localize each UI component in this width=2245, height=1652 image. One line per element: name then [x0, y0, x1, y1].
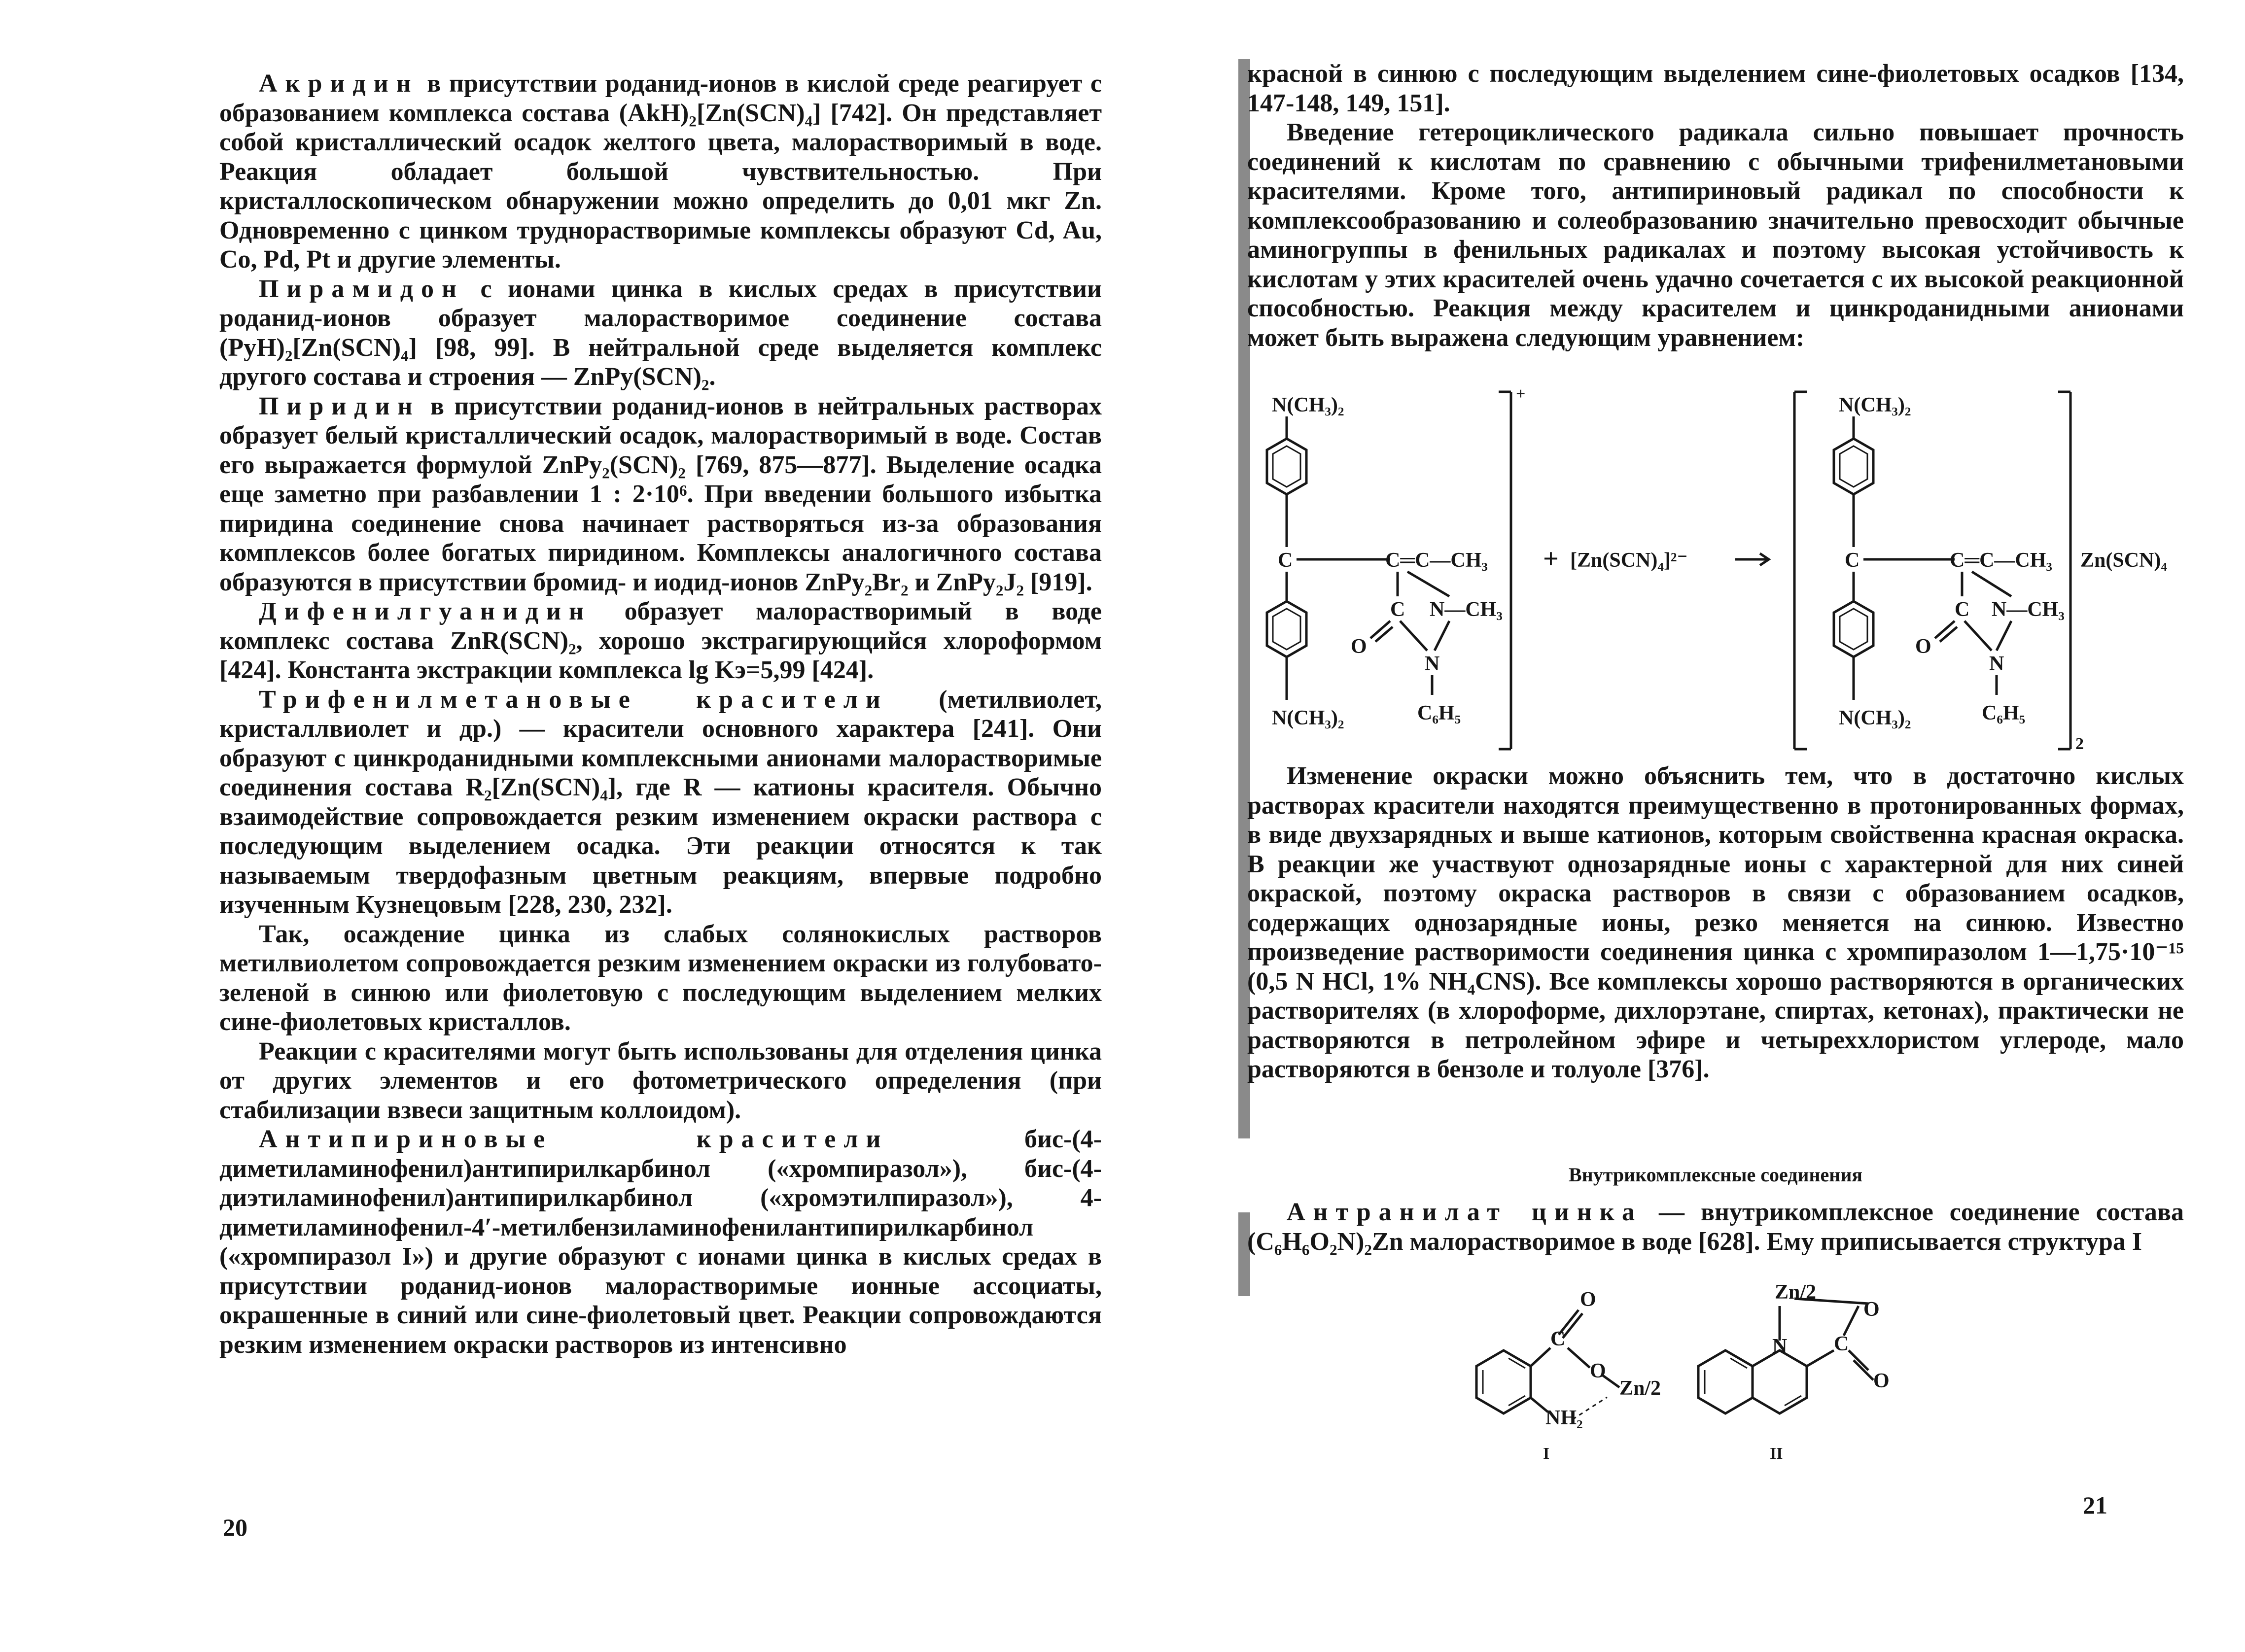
eq-left-c-central: C	[1278, 549, 1293, 572]
left-page-text	[219, 69, 1102, 1359]
paragraph-anthranilate: Антранилат цинка — внутрикомплексное соединение состава (C₆H₆O₂N)₂Zn малорастворимое в воде [628]. Ему приписывается структура I	[1247, 1198, 2184, 1256]
struct-i-label: I	[1543, 1445, 1550, 1463]
struct-ii-o1: O	[1863, 1298, 1880, 1321]
struct-ii-c: C	[1834, 1333, 1849, 1355]
eq-subscript-2: 2	[2075, 735, 2084, 753]
eq-right-n-ring: N	[1989, 653, 2004, 675]
paragraph-continuation: красной в синюю с последующим выделением сине-фиолетовых осадков [134, 147-148, 149, 151].	[1247, 60, 2184, 117]
struct-i-zn: Zn/2	[1619, 1377, 1661, 1400]
eq-reagent: [Zn(SCN)₄]²⁻	[1570, 549, 1688, 572]
right-page-text-middle	[1247, 761, 2184, 1084]
paragraph-pyridine: Пиридин в присутствии роданид-ионов в нейтральных растворах образует белый кристаллический осадок, малорастворимый в воде. Состав его выражается формулой ZnPy₂(SCN)₂ [769, 875—877]. Выделение осадка еще заметно при разбавлении 1 : 2·10⁶. При введении большого избытка пиридина соединение снова начинает растворяться из-за образования комплексов более богатых пиридином. Комплексы аналогичного состава образуются в присутствии бромид- и иодид-ионов ZnPy₂Br₂ и ZnPy₂J₂ [919].	[219, 392, 1102, 596]
struct-i-o2: O	[1590, 1360, 1606, 1382]
struct-ii-n: N	[1772, 1335, 1788, 1358]
structures-figure	[1449, 1276, 2140, 1503]
eq-left-oxygen: O	[1351, 635, 1367, 658]
eq-right-ndimethyl-bottom: N(CH₃)₂	[1839, 707, 1911, 729]
right-page-text-top	[1247, 59, 2184, 352]
right-page-text-anthranilate	[1247, 1198, 2184, 1256]
eq-left-phenyl: C₆H₅	[1417, 702, 1461, 724]
paragraph-heterocyclic-radical: Введение гетероциклического радикала сильно повышает прочность соединений к кислотам по сравнению с обычными трифенилметановыми красителями. Кроме того, антипириновый радикал по способности к комплексообразованию и солеобразованию значительно превосходит обычные аминогруппы в фенильных радикалах и поэтому высокая устойчивость к кислотам у этих красителей очень удачно сочетается с их высокой реакционной способностью. Реакция между красителем и цинкроданидными анионами может быть выражена следующим уравнением:	[1247, 118, 2184, 352]
paragraph-acridine: Акридин в присутствии роданид-ионов в кислой среде реагирует с образованием комплекса состава (AkH)₂[Zn(SCN)₄] [742]. Он представляет собой кристаллический осадок желтого цвета, малорастворимый в воде. Реакция обладает большой чувствительностью. При кристаллоскопическом обнаружении можно определить до 0,01 мкг Zn. Одновременно с цинком труднорастворимые комплексы образуют Cd, Au, Co, Pd, Pt и другие элементы.	[219, 69, 1102, 274]
eq-product-suffix: Zn(SCN)₄	[2080, 549, 2167, 572]
eq-left-c-lower: C	[1390, 598, 1405, 621]
struct-i-nh: NH₂	[1545, 1407, 1583, 1429]
struct-ii-o2: O	[1873, 1370, 1890, 1392]
paragraph-pyramidon: Пирамидон с ионами цинка в кислых средах в присутствии роданид-ионов образует малорастворимое соединение состава (PyH)₂[Zn(SCN)₄] [98, 99]. В нейтральной среде выделяется комплекс другого состава и строения — ZnPy(SCN)₂.	[219, 275, 1102, 391]
eq-right-phenyl: C₆H₅	[1982, 702, 2026, 724]
paragraph-methylviolet: Так, осаждение цинка из слабых солянокислых растворов метилвиолетом сопровождается резким изменением окраски из голубовато-зеленой в синюю или фиолетовую с последующим выделением мелких сине-фиолетовых кристаллов.	[219, 920, 1102, 1036]
eq-right-ndimethyl-top: N(CH₃)₂	[1839, 394, 1911, 416]
struct-i-c: C	[1550, 1328, 1566, 1350]
paragraph-antipyrine-dyes: Антипириновые красители бис-(4-диметиламинофенил)антипирилкарбинол («хромпиразол»), бис-(4-диэтиламинофенил)антипирилкарбинол («хромэтилпиразол»), 4-диметиламинофенил-4′-метилбензиламинофенилантипирилкарбинол («хромпиразол I») и другие образуют с ионами цинка в кислых средах в присутствии роданид-ионов малорастворимые ионные ассоциаты, окрашенные в синий или сине-фиолетовый цвет. Реакции сопровождаются резким изменением окраски растворов из интенсивно	[219, 1125, 1102, 1359]
reaction-equation-figure	[1242, 384, 2238, 759]
paragraph-diphenylguanidine: Дифенилгуанидин образует малорастворимый в воде комплекс состава ZnR(SCN)₂, хорошо экстрагирующийся хлороформом [424]. Константа экстракции комплекса lg Kэ=5,99 [424].	[219, 597, 1102, 684]
eq-right-c-lower: C	[1955, 598, 1970, 621]
section-heading: Внутрикомплексные соединения	[1568, 1164, 1863, 1186]
eq-right-n-ch3: N—CH₃	[1992, 598, 2065, 621]
eq-left-ndimethyl-bottom: N(CH₃)₂	[1272, 707, 1344, 729]
eq-left-n-ch3: N—CH₃	[1430, 598, 1503, 621]
paragraph-triphenylmethane-dyes: Трифенилметановые красители (метилвиолет, кристаллвиолет и др.) — красители основного характера [241]. Они образуют с цинкроданидными комплексными анионами малорастворимые соединения состава R₂[Zn(SCN)₄], где R — катионы красителя. Обычно взаимодействие сопровождается резким изменением окраски раствора с последующим выделением осадка. Эти реакции относятся к так называемым твердофазным цветным реакциям, впервые подробно изученным Кузнецовым [228, 230, 232].	[219, 685, 1102, 919]
eq-right-oxygen: O	[1915, 635, 1931, 658]
struct-i-o1: O	[1580, 1288, 1596, 1311]
paragraph-color-change: Изменение окраски можно объяснить тем, что в достаточно кислых растворах красители находятся преимущественно в протонированных формах, в виде двухзарядных и выше катионов, которым свойственна красная окраска. В реакции же участвуют однозарядные ионы с характерной для них синей окраской, поэтому окраска растворов в связи с образованием осадков, содержащих однозарядные ионы, резко меняется на синюю. Известно произведение растворимости соединения цинка с хромпиразолом 1—1,75·10⁻¹⁵ (0,5 N HCl, 1% NH₄CNS). Все комплексы хорошо растворяются в органических растворителях (в хлороформе, дихлорэтане, спиртах, кетонах), практически не растворяются в петролейном эфире и четыреххлористом углероде, мало растворяются в бензоле и толуоле [376].	[1247, 762, 2184, 1083]
paragraph-dye-reactions: Реакции с красителями могут быть использованы для отделения цинка от других элементов и его фотометрического определения (при стабилизации взвеси защитным коллоидом).	[219, 1037, 1102, 1124]
page-number-left: 20	[223, 1514, 247, 1541]
eq-left-ndimethyl-top: N(CH₃)₂	[1272, 394, 1344, 416]
eq-left-n-ring: N	[1425, 653, 1440, 675]
right-page	[1193, 0, 2245, 1652]
eq-right-c-central: C	[1845, 549, 1860, 572]
eq-right-double-bond: C═C—CH₃	[1950, 549, 2053, 572]
struct-ii-label: II	[1770, 1445, 1783, 1463]
page-number-right: 21	[2083, 1491, 2107, 1519]
eq-charge-plus: +	[1516, 385, 1526, 403]
eq-plus-sign: +	[1543, 544, 1559, 574]
eq-left-double-bond: C═C—CH₃	[1385, 549, 1488, 572]
struct-ii-zn: Zn/2	[1775, 1281, 1817, 1304]
